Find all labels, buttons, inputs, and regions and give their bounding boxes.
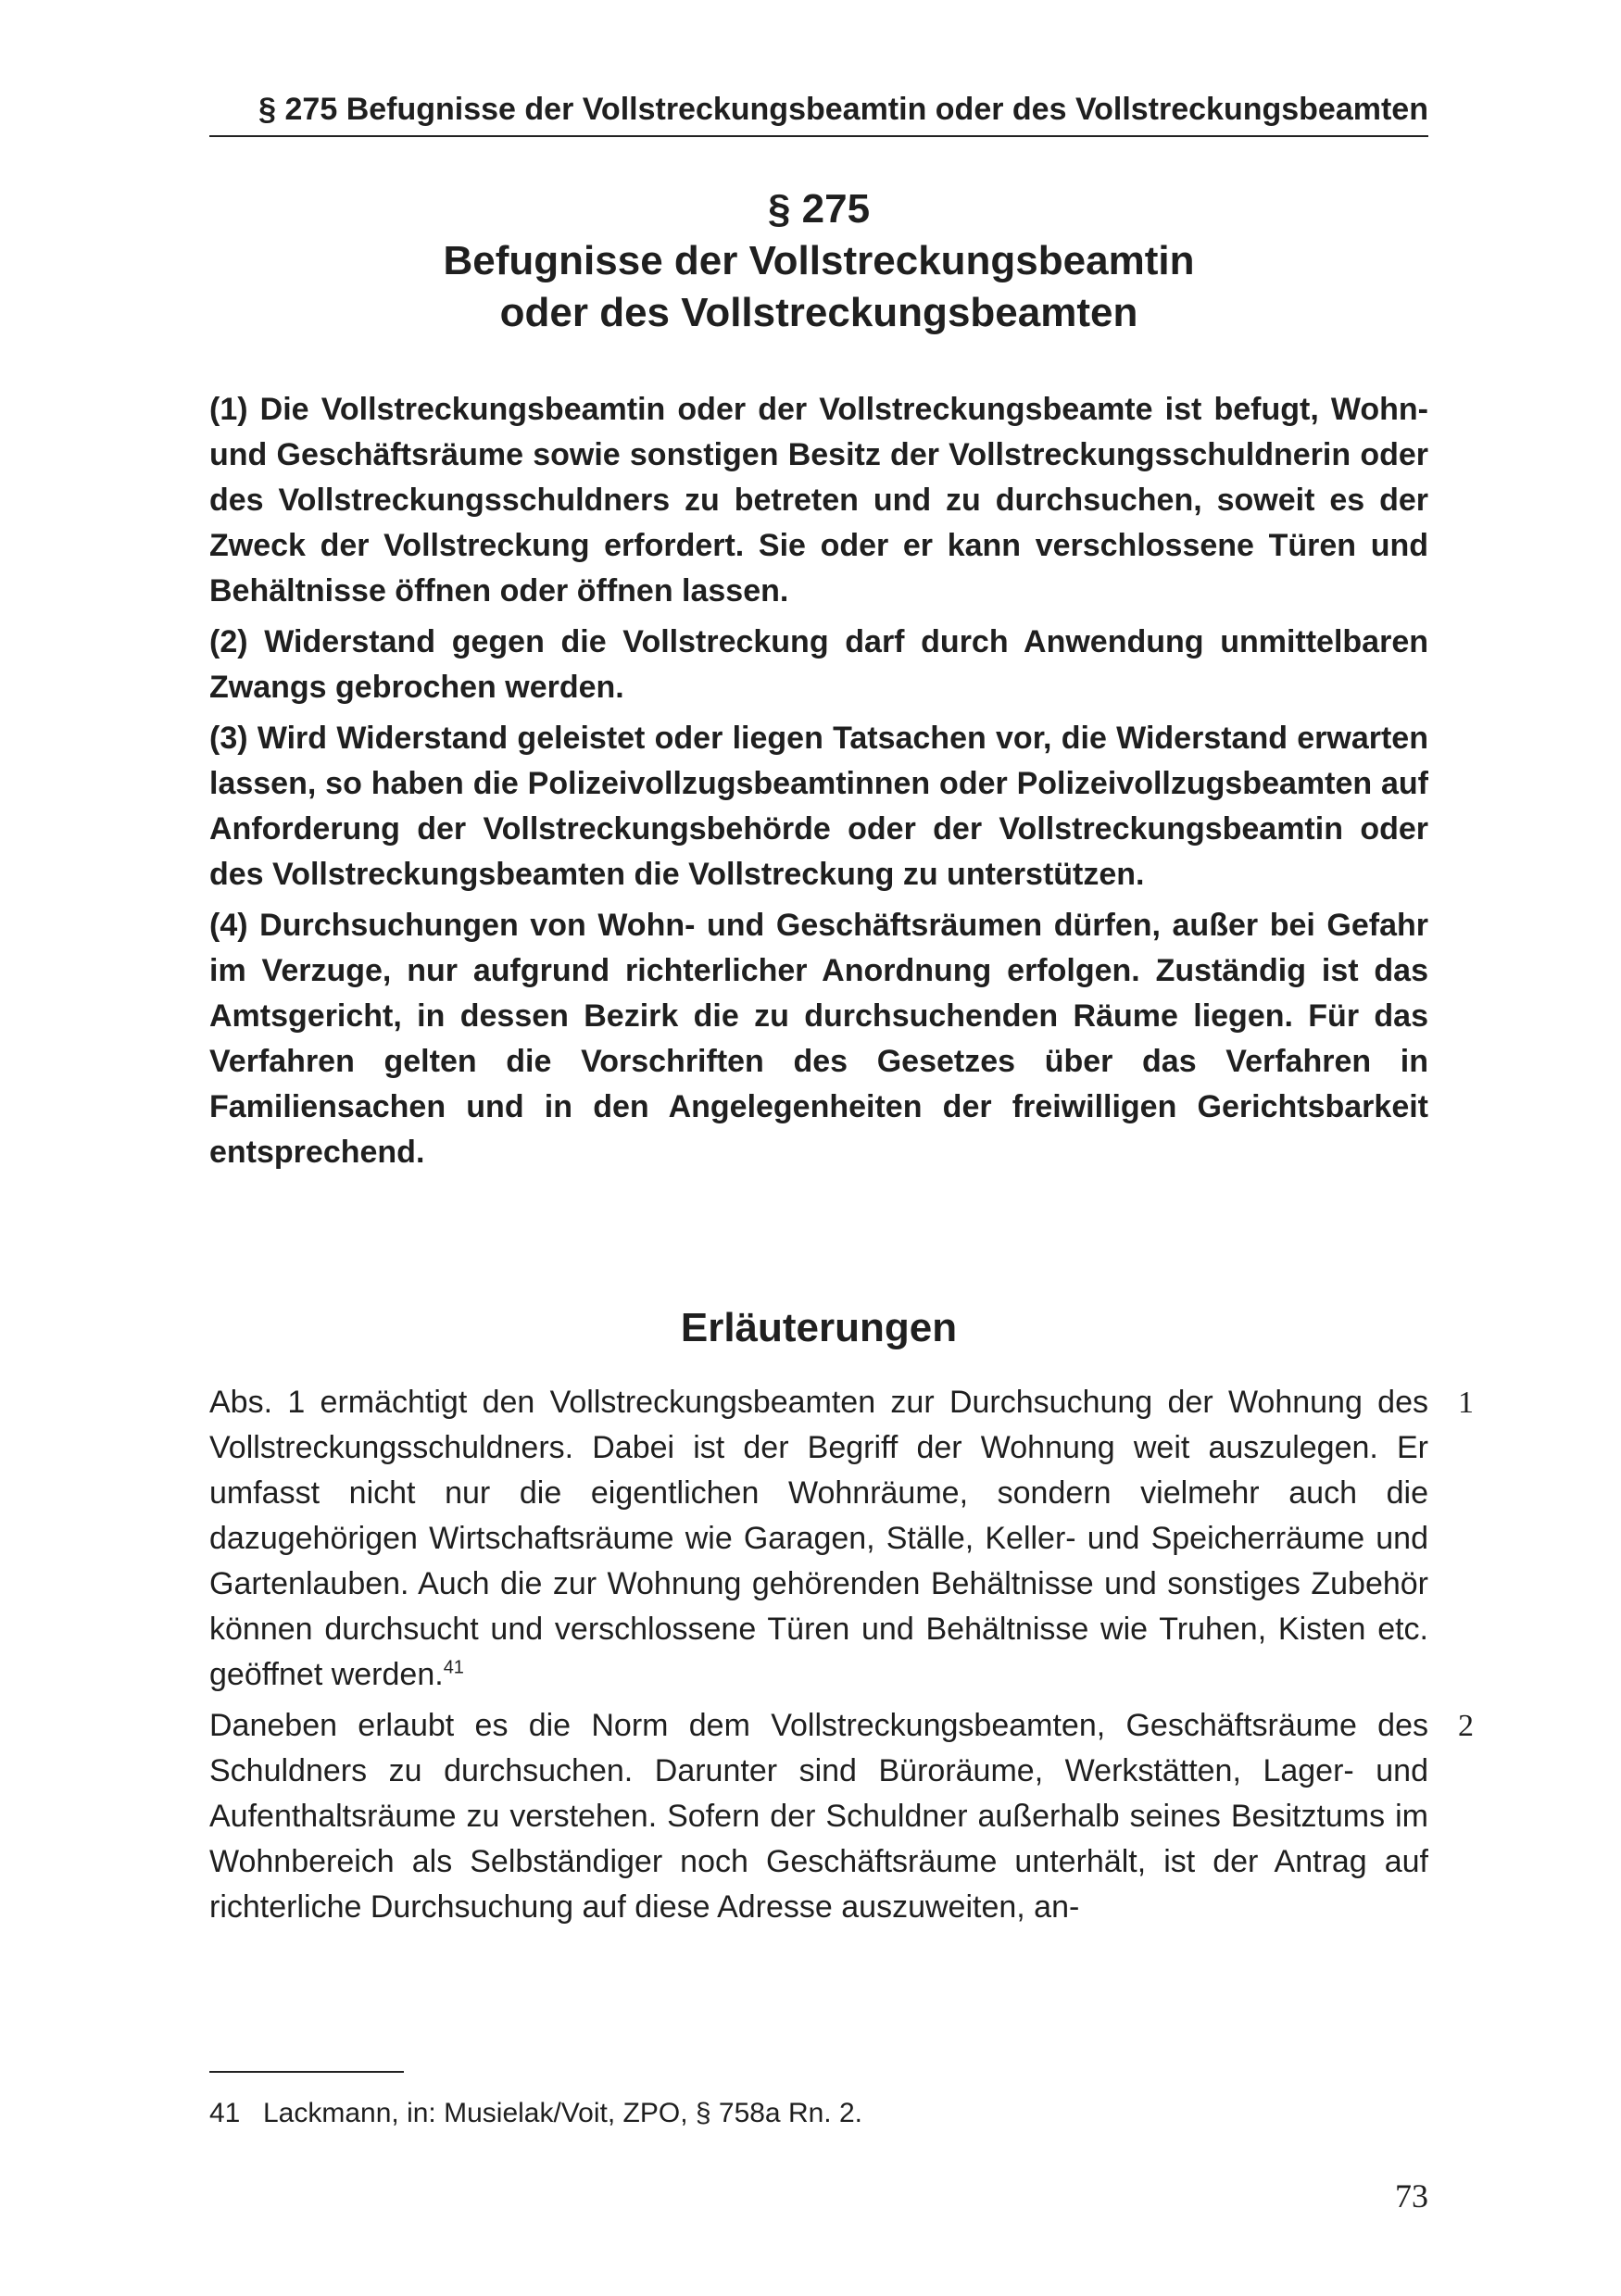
- section-title-line-1: Befugnisse der Vollstreckungsbeamtin: [443, 238, 1195, 283]
- margin-number: 1: [1458, 1386, 1474, 1420]
- footnote-text: Lackmann, in: Musielak/Voit, ZPO, § 758a Rn. 2.: [263, 2098, 862, 2128]
- page-number: 73: [1395, 2177, 1428, 2214]
- law-text: [209, 387, 1428, 1181]
- note-text: Daneben erlaubt es die Norm dem Vollstreckungsbeamten, Geschäftsräume des Schuldners zu durchsuchen. Darunter sind Büroräume, Werkstätten, Lager- und Aufenthaltsräume zu verstehen. Sofern der Schuldner außerhalb seines Besitztums im Wohnbereich als Selbständiger noch Geschäftsräume unterhält, ist der Antrag auf richterliche Durchsuchung auf diese Adresse auszuweiten, an-: [209, 1708, 1428, 1925]
- margin-number: 2: [1458, 1709, 1474, 1743]
- section-title-line-2: oder des Vollstreckungsbeamten: [499, 290, 1138, 335]
- law-paragraph-2: (2) Widerstand gegen die Vollstreckung darf durch Anwendung unmittelbaren Zwangs gebrochen werden.: [209, 624, 1428, 705]
- footnote-number: 41: [209, 2098, 241, 2128]
- notes-section: [209, 1380, 1474, 1936]
- law-paragraph-1: (1) Die Vollstreckungsbeamtin oder der Vollstreckungsbeamte ist befugt, Wohn- und Geschäftsräume sowie sonstigen Besitz der Vollstreckungsschuldnerin oder des Vollstreckungsschuldners zu betreten und zu durchsuchen, soweit es der Zweck der Vollstreckung erfordert. Sie oder er kann verschlossene Türen und Behältnisse öffnen oder öffnen lassen.: [209, 392, 1428, 609]
- running-head: § 275 Befugnisse der Vollstreckungsbeamtin oder des Vollstreckungsbeamten: [209, 89, 1428, 137]
- section-heading: [209, 183, 1428, 339]
- footnote: [209, 2095, 1428, 2132]
- law-paragraph-4: (4) Durchsuchungen von Wohn- und Geschäftsräumen dürfen, außer bei Gefahr im Verzuge, nur aufgrund richterlicher Anordnung erfolgen. Zuständig ist das Amtsgericht, in dessen Bezirk die zu durchsuchenden Räume liegen. Für das Verfahren gelten die Vorschriften des Gesetzes über das Verfahren in Familiensachen und in den Angelegenheiten der freiwilligen Gerichtsbarkeit entsprechend.: [209, 908, 1428, 1170]
- footnote-reference[interactable]: 41: [443, 1657, 464, 1678]
- notes-heading: Erläuterungen: [680, 1305, 958, 1350]
- note-text: Abs. 1 ermächtigt den Vollstreckungsbeamten zur Durchsuchung der Wohnung des Vollstreckungsschuldners. Dabei ist der Begriff der Wohnung weit auszulegen. Er umfasst nicht nur die eigentlichen Wohnräume, sondern vielmehr auch die dazugehörigen Wirtschaftsräume wie Garagen, Ställe, Keller- und Speicherräume und Gartenlauben. Auch die zur Wohnung gehörenden Behältnisse und sonstiges Zubehör können durchsucht und verschlossene Türen und Behältnisse wie Truhen, Kisten etc. geöffnet werden.: [209, 1385, 1428, 1692]
- section-number: § 275: [767, 186, 871, 232]
- note-paragraph-1: [209, 1380, 1474, 1698]
- note-paragraph-2: [209, 1703, 1474, 1930]
- footnote-separator: [209, 2071, 404, 2073]
- book-page: [209, 0, 1474, 2296]
- law-paragraph-3: (3) Wird Widerstand geleistet oder liegen Tatsachen vor, die Widerstand erwarten lassen, so haben die Polizeivollzugsbeamtinnen oder Polizeivollzugsbeamten auf Anforderung der Vollstreckungsbehörde oder der Vollstreckungsbeamtin oder des Vollstreckungsbeamten die Vollstreckung zu unterstützen.: [209, 721, 1428, 892]
